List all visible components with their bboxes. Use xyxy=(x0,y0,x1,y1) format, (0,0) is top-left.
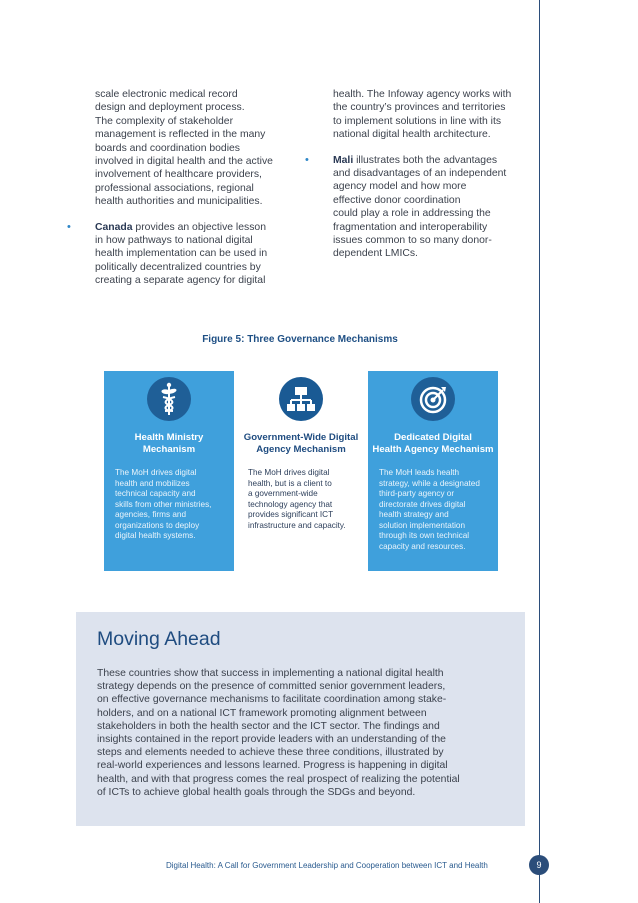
text-fragment: illustrates both the advantages xyxy=(353,154,498,166)
text-fragment: provides an objective lesson xyxy=(132,221,266,233)
text-line: design and deployment process. xyxy=(95,102,245,114)
text-line: The MoH drives digital xyxy=(248,468,330,477)
text-line: politically decentralized countries by xyxy=(95,261,261,273)
running-footer: Digital Health: A Call for Government Leadership and Cooperation between ICT and Health xyxy=(166,861,488,870)
left-text-column xyxy=(67,88,295,288)
text-line: the country’s provinces and territories xyxy=(333,102,506,114)
bullet-dot-icon: • xyxy=(305,153,309,166)
text-line: health authorities and municipalities. xyxy=(95,196,263,208)
text-line: solution implementation xyxy=(379,520,466,530)
title-line: Agency Mechanism xyxy=(256,444,346,455)
text-line: technology agency that xyxy=(248,499,333,509)
mechanism-panel-government-agency xyxy=(237,371,365,571)
text-line: involved in digital health and the active xyxy=(95,156,273,168)
text-line: professional associations, regional xyxy=(95,182,254,194)
text-line: real-world experiences and lessons learned. Progress is happening in digital xyxy=(97,760,448,772)
target-icon xyxy=(411,377,455,421)
text-line: involvement of healthcare providers, xyxy=(95,169,262,181)
margin-rule xyxy=(539,0,540,903)
text-line: provides significant ICT xyxy=(248,510,334,519)
text-line: health implementation can be used in xyxy=(95,248,268,260)
caduceus-icon xyxy=(147,377,191,421)
mechanism-description xyxy=(379,468,492,552)
text-line: The MoH drives digital xyxy=(115,468,197,477)
text-line: fragmentation and interoperability xyxy=(333,221,488,233)
mechanism-title xyxy=(108,432,230,456)
text-line: insights contained in the report provide leaders with an understanding of the xyxy=(97,734,446,746)
text-line xyxy=(333,154,533,167)
text-line: health, but is a client to xyxy=(248,478,332,488)
text-line: capacity and resources. xyxy=(379,541,466,551)
text-line: agencies, firms and xyxy=(115,510,186,519)
title-line: Government-Wide Digital xyxy=(243,432,359,443)
bullet-dot-icon: • xyxy=(67,220,71,233)
text-line: These countries show that success in implementing a national digital health xyxy=(97,668,444,679)
text-line: effective donor coordination xyxy=(333,194,461,206)
text-line: directorate drives digital xyxy=(379,499,466,509)
mechanism-title xyxy=(372,432,494,456)
moving-ahead-box xyxy=(76,612,525,826)
text-line: dependent LMICs. xyxy=(333,248,418,260)
country-name: Canada xyxy=(95,221,133,233)
page-number: 9 xyxy=(529,855,549,875)
text-line: health, and with that progress comes the real prospect of realizing the potential xyxy=(97,773,460,785)
text-line: to implement solutions in line with its xyxy=(333,115,502,127)
text-line: management is reflected in the many xyxy=(95,129,266,141)
text-line: digital health systems. xyxy=(115,531,196,540)
title-line: Mechanism xyxy=(142,444,196,455)
title-line: Health Agency Mechanism xyxy=(372,444,494,455)
text-line: boards and coordination bodies xyxy=(95,142,240,154)
title-line: Dedicated Digital xyxy=(394,432,472,443)
text-line: holders, and on a national ICT framework promoting alignment between xyxy=(97,707,427,719)
text-line: third-party agency or xyxy=(379,489,455,498)
text-line: steps and elements needed to achieve these three conditions, illustrated by xyxy=(97,747,444,759)
mechanism-description xyxy=(248,468,359,531)
text-line: health. The Infoway agency works with xyxy=(333,89,512,100)
network-icon xyxy=(279,377,323,421)
section-title: Moving Ahead xyxy=(97,628,221,650)
country-name: Mali xyxy=(333,154,354,166)
text-line: in how pathways to national digital xyxy=(95,235,253,247)
text-line xyxy=(95,221,295,234)
mechanism-title xyxy=(241,432,361,456)
text-line: health and mobilizes xyxy=(115,478,190,488)
figure-caption: Figure 5: Three Governance Mechanisms xyxy=(202,334,398,345)
text-line: infrastructure and capacity. xyxy=(248,520,346,530)
text-line: national digital health architecture. xyxy=(333,129,491,141)
right-text-column xyxy=(305,88,533,261)
text-line: through its own technical xyxy=(379,531,470,540)
text-line: strategy, while a designated xyxy=(379,478,480,488)
mechanism-panel-dedicated-agency xyxy=(368,371,498,571)
text-line: and disadvantages of an independent xyxy=(333,168,507,180)
mechanism-description xyxy=(115,468,228,542)
left-continued-paragraph xyxy=(95,88,295,209)
text-line: could play a role in addressing the xyxy=(333,208,491,220)
text-line: strategy depends on the presence of committed senior government leaders, xyxy=(97,681,446,693)
title-line: Health Ministry xyxy=(134,432,204,443)
text-line: organizations to deploy xyxy=(115,520,200,530)
text-line: technical capacity and xyxy=(115,489,196,498)
text-line: a government-wide xyxy=(248,489,318,498)
text-line: on effective governance mechanisms to facilitate coordination among stake- xyxy=(97,694,447,706)
text-line: stakeholders in both the health sector and the ICT sector. The findings and xyxy=(97,720,440,732)
right-continued-paragraph xyxy=(333,88,533,142)
text-line: agency model and how more xyxy=(333,181,467,193)
text-line: of ICTs to achieve global health goals through the SDGs and beyond. xyxy=(97,786,416,798)
bullet-mali xyxy=(305,153,533,261)
text-line: The MoH leads health xyxy=(379,468,460,477)
text-line: scale electronic medical record xyxy=(95,89,238,100)
section-body xyxy=(97,667,460,799)
text-line: creating a separate agency for digital xyxy=(95,275,266,287)
text-line: issues common to so many donor- xyxy=(333,235,492,247)
text-line: The complexity of stakeholder xyxy=(95,115,234,127)
text-line: skills from other ministries, xyxy=(115,499,212,509)
mechanism-panel-health-ministry xyxy=(104,371,234,571)
text-line: health strategy and xyxy=(379,510,449,519)
bullet-canada xyxy=(67,220,295,288)
